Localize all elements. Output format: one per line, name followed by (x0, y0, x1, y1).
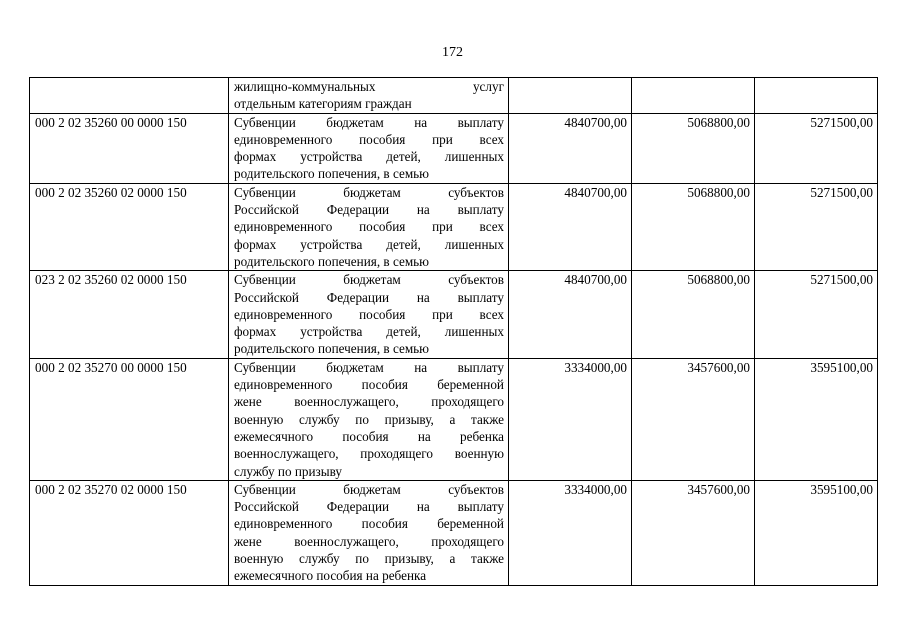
budget-code-cell: 000 2 02 35260 02 0000 150 (30, 183, 229, 270)
income-name-line: единовременного пособия беременной (234, 516, 504, 532)
budget-code-cell: 000 2 02 35270 00 0000 150 (30, 358, 229, 480)
income-name-cell (229, 113, 509, 183)
budget-code-cell: 000 2 02 35260 00 0000 150 (30, 113, 229, 183)
income-name-line: Субвенции бюджетам субъектов (234, 184, 504, 200)
table-row (30, 480, 878, 585)
amount-cell-year-2: 3457600,00 (632, 358, 755, 480)
income-name-line: Российской Федерации на выплату (234, 202, 504, 218)
income-name-line: жене военнослужащего, проходящего (234, 394, 504, 410)
income-name-line: Субвенции бюджетам субъектов (234, 272, 504, 288)
amount-cell-year-3: 3595100,00 (755, 358, 878, 480)
income-name-line: Субвенции бюджетам на выплату (234, 359, 504, 375)
page-number: 172 (442, 45, 463, 60)
income-name-line: военную службу по призыву, а также (234, 411, 504, 427)
income-name-line: ежемесячного пособия на ребенка (234, 568, 427, 584)
income-name-line: жене военнослужащего, проходящего (234, 533, 504, 549)
amount-cell-year-1: 3334000,00 (509, 358, 632, 480)
income-name-line: Российской Федерации на выплату (234, 499, 504, 515)
income-name-line: отдельным категориям граждан (234, 96, 412, 112)
income-name-cell (229, 183, 509, 270)
income-name-line: единовременного пособия при всех (234, 219, 504, 235)
budget-table-body (30, 78, 878, 586)
income-name-line: Российской Федерации на выплату (234, 289, 504, 305)
income-name-line: родительского попечения, в семью (234, 341, 430, 357)
income-name-line: единовременного пособия беременной (234, 377, 504, 393)
income-name-line: военную службу по призыву, а также (234, 551, 504, 567)
budget-code-cell (30, 78, 229, 114)
budget-table (29, 77, 878, 586)
income-name-cell (229, 78, 509, 114)
income-name-line: родительского попечения, в семью (234, 166, 430, 182)
income-name-line: единовременного пособия при всех (234, 306, 504, 322)
income-name-line: военнослужащего, проходящего военную (234, 446, 504, 462)
amount-cell-year-2: 5068800,00 (632, 113, 755, 183)
table-row (30, 358, 878, 480)
budget-code-cell: 000 2 02 35270 02 0000 150 (30, 480, 229, 585)
income-name-line: формах устройства детей, лишенных (234, 324, 504, 340)
amount-cell-year-3 (755, 78, 878, 114)
amount-cell-year-1: 4840700,00 (509, 183, 632, 270)
table-row (30, 113, 878, 183)
income-name-line: Субвенции бюджетам субъектов (234, 481, 504, 497)
amount-cell-year-3: 3595100,00 (755, 480, 878, 585)
table-row (30, 271, 878, 358)
income-name-cell (229, 480, 509, 585)
amount-cell-year-2: 3457600,00 (632, 480, 755, 585)
income-name-line: формах устройства детей, лишенных (234, 149, 504, 165)
income-name-line: родительского попечения, в семью (234, 253, 430, 269)
amount-cell-year-2: 5068800,00 (632, 271, 755, 358)
income-name-cell (229, 271, 509, 358)
income-name-line: ежемесячного пособия на ребенка (234, 428, 504, 444)
amount-cell-year-3: 5271500,00 (755, 183, 878, 270)
amount-cell-year-3: 5271500,00 (755, 271, 878, 358)
amount-cell-year-2: 5068800,00 (632, 183, 755, 270)
income-name-line: формах устройства детей, лишенных (234, 236, 504, 252)
income-name-line: жилищно-коммунальных услуг (234, 79, 504, 94)
income-name-cell (229, 358, 509, 480)
table-row (30, 78, 878, 114)
income-name-line: единовременного пособия при всех (234, 131, 504, 147)
amount-cell-year-1: 3334000,00 (509, 480, 632, 585)
amount-cell-year-1: 4840700,00 (509, 271, 632, 358)
amount-cell-year-2 (632, 78, 755, 114)
budget-code-cell: 023 2 02 35260 02 0000 150 (30, 271, 229, 358)
amount-cell-year-1: 4840700,00 (509, 113, 632, 183)
amount-cell-year-1 (509, 78, 632, 114)
table-row (30, 183, 878, 270)
income-name-line: службу по призыву (234, 463, 342, 479)
income-name-line: Субвенции бюджетам на выплату (234, 114, 504, 130)
amount-cell-year-3: 5271500,00 (755, 113, 878, 183)
